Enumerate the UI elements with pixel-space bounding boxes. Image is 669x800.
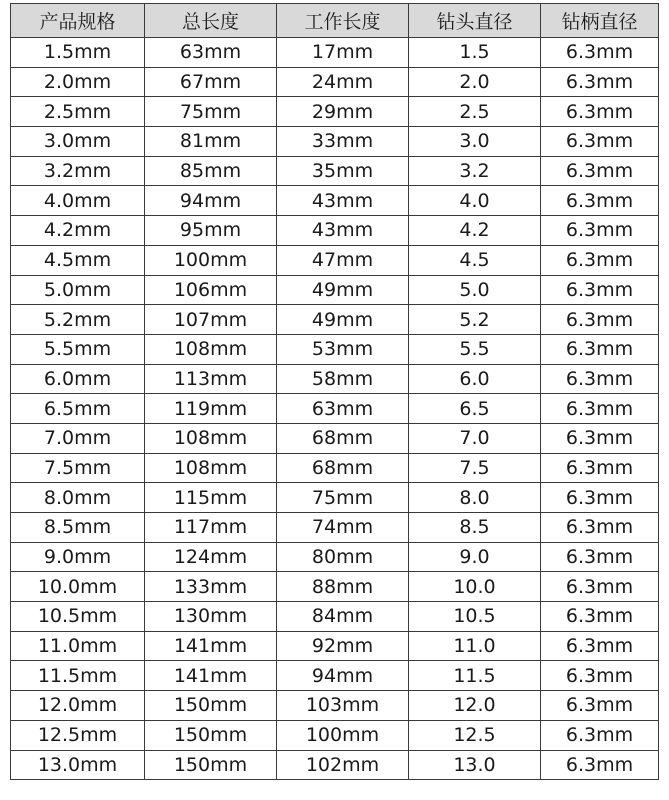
bit-diameter-cell: 6.0 <box>409 364 541 394</box>
shank-diameter-cell: 6.3mm <box>541 691 659 721</box>
product-spec-cell: 2.0mm <box>11 67 145 97</box>
working-length-cell: 49mm <box>277 305 409 335</box>
product-spec-cell: 3.0mm <box>11 127 145 157</box>
table-row <box>11 631 659 661</box>
working-length-cell: 84mm <box>277 602 409 632</box>
shank-diameter-cell: 6.3mm <box>541 156 659 186</box>
working-length-cell: 102mm <box>277 750 409 780</box>
working-length-cell: 75mm <box>277 483 409 513</box>
product-spec-cell: 3.2mm <box>11 156 145 186</box>
table-header <box>11 4 659 38</box>
table-row <box>11 67 659 97</box>
table-row <box>11 275 659 305</box>
bit-diameter-cell: 4.0 <box>409 186 541 216</box>
product-spec-cell: 5.5mm <box>11 334 145 364</box>
product-spec-cell: 8.0mm <box>11 483 145 513</box>
working-length-cell: 58mm <box>277 364 409 394</box>
bit-diameter-cell: 11.5 <box>409 661 541 691</box>
working-length-cell: 47mm <box>277 245 409 275</box>
bit-diameter-cell: 7.5 <box>409 453 541 483</box>
working-length-cell: 74mm <box>277 513 409 543</box>
product-spec-cell: 12.5mm <box>11 720 145 750</box>
product-spec-cell: 9.0mm <box>11 542 145 572</box>
working-length-cell: 29mm <box>277 97 409 127</box>
total-length-cell: 100mm <box>145 245 277 275</box>
bit-diameter-cell: 4.2 <box>409 216 541 246</box>
total-length-cell: 94mm <box>145 186 277 216</box>
header-working-length: 工作长度 <box>277 4 409 38</box>
table-row <box>11 305 659 335</box>
bit-diameter-cell: 3.0 <box>409 127 541 157</box>
total-length-cell: 141mm <box>145 631 277 661</box>
table-row <box>11 216 659 246</box>
working-length-cell: 68mm <box>277 453 409 483</box>
shank-diameter-cell: 6.3mm <box>541 661 659 691</box>
product-spec-cell: 6.0mm <box>11 364 145 394</box>
shank-diameter-cell: 6.3mm <box>541 364 659 394</box>
bit-diameter-cell: 1.5 <box>409 38 541 68</box>
total-length-cell: 108mm <box>145 453 277 483</box>
table-row <box>11 483 659 513</box>
table-row <box>11 245 659 275</box>
shank-diameter-cell: 6.3mm <box>541 602 659 632</box>
total-length-cell: 133mm <box>145 572 277 602</box>
product-spec-cell: 6.5mm <box>11 394 145 424</box>
shank-diameter-cell: 6.3mm <box>541 750 659 780</box>
shank-diameter-cell: 6.3mm <box>541 127 659 157</box>
working-length-cell: 63mm <box>277 394 409 424</box>
total-length-cell: 113mm <box>145 364 277 394</box>
table-row <box>11 394 659 424</box>
header-product-spec: 产品规格 <box>11 4 145 38</box>
working-length-cell: 68mm <box>277 423 409 453</box>
working-length-cell: 33mm <box>277 127 409 157</box>
table-row <box>11 364 659 394</box>
working-length-cell: 88mm <box>277 572 409 602</box>
total-length-cell: 106mm <box>145 275 277 305</box>
table-body <box>11 38 659 780</box>
table-row <box>11 661 659 691</box>
bit-diameter-cell: 3.2 <box>409 156 541 186</box>
working-length-cell: 53mm <box>277 334 409 364</box>
table-row <box>11 334 659 364</box>
product-spec-cell: 1.5mm <box>11 38 145 68</box>
total-length-cell: 130mm <box>145 602 277 632</box>
shank-diameter-cell: 6.3mm <box>541 67 659 97</box>
total-length-cell: 63mm <box>145 38 277 68</box>
bit-diameter-cell: 2.5 <box>409 97 541 127</box>
total-length-cell: 108mm <box>145 334 277 364</box>
bit-diameter-cell: 5.0 <box>409 275 541 305</box>
shank-diameter-cell: 6.3mm <box>541 245 659 275</box>
bit-diameter-cell: 4.5 <box>409 245 541 275</box>
working-length-cell: 17mm <box>277 38 409 68</box>
shank-diameter-cell: 6.3mm <box>541 394 659 424</box>
table-row <box>11 127 659 157</box>
table-row <box>11 156 659 186</box>
shank-diameter-cell: 6.3mm <box>541 305 659 335</box>
shank-diameter-cell: 6.3mm <box>541 483 659 513</box>
table-row <box>11 602 659 632</box>
total-length-cell: 95mm <box>145 216 277 246</box>
shank-diameter-cell: 6.3mm <box>541 572 659 602</box>
product-spec-cell: 2.5mm <box>11 97 145 127</box>
bit-diameter-cell: 9.0 <box>409 542 541 572</box>
table-row <box>11 750 659 780</box>
table-row <box>11 513 659 543</box>
total-length-cell: 115mm <box>145 483 277 513</box>
bit-diameter-cell: 6.5 <box>409 394 541 424</box>
bit-diameter-cell: 11.0 <box>409 631 541 661</box>
total-length-cell: 67mm <box>145 67 277 97</box>
product-spec-cell: 10.0mm <box>11 572 145 602</box>
working-length-cell: 80mm <box>277 542 409 572</box>
total-length-cell: 150mm <box>145 691 277 721</box>
total-length-cell: 75mm <box>145 97 277 127</box>
product-spec-cell: 5.0mm <box>11 275 145 305</box>
table-row <box>11 186 659 216</box>
bit-diameter-cell: 5.5 <box>409 334 541 364</box>
product-spec-cell: 10.5mm <box>11 602 145 632</box>
bit-diameter-cell: 13.0 <box>409 750 541 780</box>
product-spec-cell: 7.5mm <box>11 453 145 483</box>
table-row <box>11 691 659 721</box>
shank-diameter-cell: 6.3mm <box>541 334 659 364</box>
header-row <box>11 4 659 38</box>
bit-diameter-cell: 5.2 <box>409 305 541 335</box>
product-spec-cell: 7.0mm <box>11 423 145 453</box>
shank-diameter-cell: 6.3mm <box>541 216 659 246</box>
working-length-cell: 100mm <box>277 720 409 750</box>
working-length-cell: 24mm <box>277 67 409 97</box>
product-spec-cell: 4.5mm <box>11 245 145 275</box>
shank-diameter-cell: 6.3mm <box>541 97 659 127</box>
product-spec-cell: 4.0mm <box>11 186 145 216</box>
table-row <box>11 572 659 602</box>
shank-diameter-cell: 6.3mm <box>541 631 659 661</box>
working-length-cell: 49mm <box>277 275 409 305</box>
total-length-cell: 141mm <box>145 661 277 691</box>
table-row <box>11 423 659 453</box>
product-spec-cell: 13.0mm <box>11 750 145 780</box>
table-row <box>11 97 659 127</box>
shank-diameter-cell: 6.3mm <box>541 720 659 750</box>
header-total-length: 总长度 <box>145 4 277 38</box>
shank-diameter-cell: 6.3mm <box>541 453 659 483</box>
bit-diameter-cell: 12.0 <box>409 691 541 721</box>
total-length-cell: 117mm <box>145 513 277 543</box>
bit-diameter-cell: 7.0 <box>409 423 541 453</box>
spec-table <box>10 3 659 780</box>
shank-diameter-cell: 6.3mm <box>541 513 659 543</box>
shank-diameter-cell: 6.3mm <box>541 186 659 216</box>
total-length-cell: 81mm <box>145 127 277 157</box>
table-row <box>11 453 659 483</box>
bit-diameter-cell: 8.5 <box>409 513 541 543</box>
shank-diameter-cell: 6.3mm <box>541 38 659 68</box>
working-length-cell: 94mm <box>277 661 409 691</box>
header-bit-diameter: 钻头直径 <box>409 4 541 38</box>
total-length-cell: 124mm <box>145 542 277 572</box>
working-length-cell: 92mm <box>277 631 409 661</box>
table-row <box>11 38 659 68</box>
working-length-cell: 43mm <box>277 216 409 246</box>
shank-diameter-cell: 6.3mm <box>541 423 659 453</box>
bit-diameter-cell: 8.0 <box>409 483 541 513</box>
bit-diameter-cell: 12.5 <box>409 720 541 750</box>
total-length-cell: 150mm <box>145 750 277 780</box>
bit-diameter-cell: 2.0 <box>409 67 541 97</box>
product-spec-cell: 4.2mm <box>11 216 145 246</box>
total-length-cell: 108mm <box>145 423 277 453</box>
total-length-cell: 107mm <box>145 305 277 335</box>
working-length-cell: 43mm <box>277 186 409 216</box>
product-spec-cell: 8.5mm <box>11 513 145 543</box>
product-spec-cell: 12.0mm <box>11 691 145 721</box>
working-length-cell: 35mm <box>277 156 409 186</box>
header-shank-diameter: 钻柄直径 <box>541 4 659 38</box>
total-length-cell: 85mm <box>145 156 277 186</box>
shank-diameter-cell: 6.3mm <box>541 542 659 572</box>
product-spec-cell: 5.2mm <box>11 305 145 335</box>
table-row <box>11 720 659 750</box>
working-length-cell: 103mm <box>277 691 409 721</box>
shank-diameter-cell: 6.3mm <box>541 275 659 305</box>
bit-diameter-cell: 10.0 <box>409 572 541 602</box>
table-row <box>11 542 659 572</box>
total-length-cell: 150mm <box>145 720 277 750</box>
total-length-cell: 119mm <box>145 394 277 424</box>
product-spec-cell: 11.0mm <box>11 631 145 661</box>
product-spec-cell: 11.5mm <box>11 661 145 691</box>
bit-diameter-cell: 10.5 <box>409 602 541 632</box>
